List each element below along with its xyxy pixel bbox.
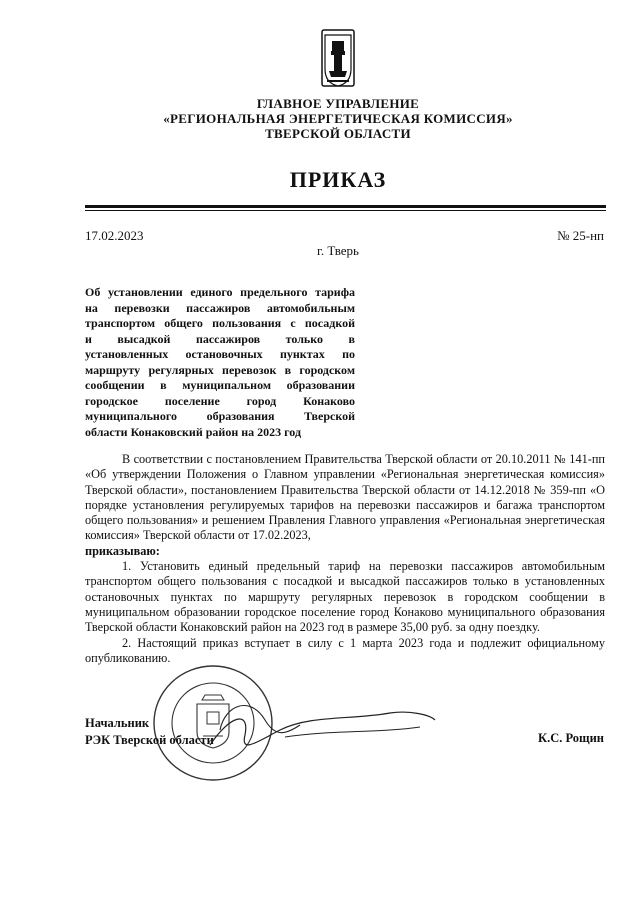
signatory-name: К.С. Рощин <box>538 731 604 745</box>
order-word: приказываю: <box>85 543 160 558</box>
header-rule <box>85 205 606 208</box>
order-item-1: 1. Установить единый предельный тариф на перевозки пассажиров автомобильным транспортом общего пользования с посадкой и высадкой пассажиров только в установленных остановочных пунктах по маршруту регулярных перевозок в городском сообщении в муниципальном образовании городское поселение город Конаково муниципального образования Тверской области Конаковский район на 2023 год в размере 35,00 руб. за одну поездку. <box>85 559 605 635</box>
subject-line: транспортом общего пользования с посадкой <box>85 316 355 330</box>
preamble-paragraph: В соответствии с постановлением Правительства Тверской области от 20.10.2011 № 141-пп «Об утверждении Положения о Главном управлении «Региональная энергетическая комиссия» Тверской области», постановлением Правительства Тверской области от 14.12.2018 № 359-пп «О порядке установления регулируемых тарифов на перевозки пассажиров и багажа транспортом общего пользования» и решением Правления Главного управления «Региональная энергетическая комиссия» Тверской области от 17.02.2023, <box>85 452 605 543</box>
order-date: 17.02.2023 <box>85 228 144 243</box>
order-subject <box>85 285 355 440</box>
signatory-title-line1: Начальник <box>85 716 150 730</box>
org-name-line2: «РЕГИОНАЛЬНАЯ ЭНЕРГЕТИЧЕСКАЯ КОМИССИЯ» <box>163 111 513 126</box>
subject-line: на перевозки пассажиров автомобильным <box>85 300 355 315</box>
order-item-2: 2. Настоящий приказ вступает в силу с 1 марта 2023 года и подлежит официальному опубликованию. <box>85 635 605 665</box>
doc-type-title: ПРИКАЗ <box>289 167 387 192</box>
org-name-line3: ТВЕРСКОЙ ОБЛАСТИ <box>265 126 411 141</box>
order-city: г. Тверь <box>317 243 359 258</box>
subject-line: городское поселение город Конаково <box>85 393 355 408</box>
subject-line: сообщении в муниципальном образовании <box>85 378 355 392</box>
handwritten-signature <box>190 675 440 785</box>
subject-line: и высадкой пассажиров только в <box>85 331 355 346</box>
order-body <box>85 452 605 666</box>
signatory-title <box>85 715 214 749</box>
org-name-line1: ГЛАВНОЕ УПРАВЛЕНИЕ <box>256 96 420 111</box>
coat-of-arms-emblem <box>321 29 355 89</box>
order-number: № 25-нп <box>557 228 604 243</box>
subject-line: области Конаковский район на 2023 год <box>85 424 302 439</box>
signatory-title-line2: РЭК Тверской области <box>85 733 214 747</box>
subject-line: маршруту регулярных перевозок в городском <box>85 362 355 377</box>
subject-line: установленных остановочных пунктах по <box>85 347 355 361</box>
subject-line: Об установлении единого предельного тарифа <box>85 285 355 299</box>
header-rule-thin <box>85 210 606 211</box>
subject-line: муниципального образования Тверской <box>85 409 355 423</box>
